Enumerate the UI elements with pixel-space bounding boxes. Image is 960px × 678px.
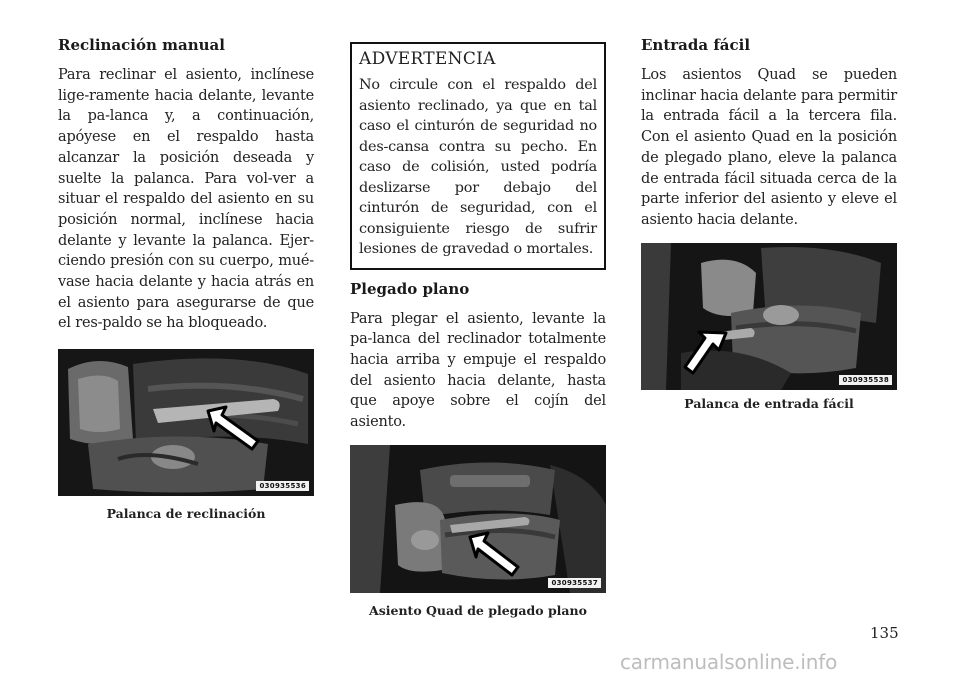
seat-fold-flat-illustration <box>350 445 606 593</box>
paragraph-plegado: Para plegar el asiento, levante la pa-lanca del reclinador totalmente hacia arriba y empuje el respaldo del asiento hacia delante, hasta que apoye sobre el cojín del asiento. <box>350 310 606 431</box>
page-number: 135 <box>870 624 899 642</box>
figure-code: 030935536 <box>256 481 309 491</box>
seat-easy-entry-illustration <box>641 243 897 390</box>
caption-asiento-quad: Asiento Quad de plegado plano <box>369 602 587 618</box>
warning-box <box>350 42 606 270</box>
watermark: carmanualsonline.info <box>620 650 838 674</box>
heading-entrada-facil: Entrada fácil <box>641 36 751 54</box>
photo-easy-entry-lever <box>641 243 897 390</box>
column-left <box>58 34 314 522</box>
photo-fold-flat-seat <box>350 445 606 593</box>
column-right <box>641 34 897 412</box>
warning-title: ADVERTENCIA <box>359 49 496 69</box>
photo-recline-lever <box>58 349 314 496</box>
paragraph-entrada: Los asientos Quad se pueden inclinar hacia delante para permitir la entrada fácil a la tercera fila. Con el asiento Quad en la posición de plegado plano, eleve la palanca de entrada fácil situada cerca de la parte inferior del asiento y eleve el asiento hacia delante. <box>641 67 897 228</box>
figure-code: 030935537 <box>548 578 601 588</box>
column-middle <box>350 38 606 619</box>
heading-plegado-plano: Plegado plano <box>350 279 470 298</box>
seat-recline-illustration <box>58 349 314 496</box>
figure-code: 030935538 <box>839 375 892 385</box>
caption-palanca-entrada-facil: Palanca de entrada fácil <box>684 395 854 411</box>
paragraph-reclinacion: Para reclinar el asiento, inclínese lige-ramente hacia delante, levante la pa-lanca y, a continuación, apóyese en el respaldo hasta alcanzar la posición deseada y suelte la palanca. Para vol-ver a situar el respaldo del asiento en su posición normal, inclínese hacia delante y levante la palanca. Ejer-ciendo presión con su cuerpo, mué-vase hacia delante y hacia atrás en el asiento para asegurarse de que el res-paldo se ha bloqueado. <box>58 67 314 332</box>
warning-body: No circule con el respaldo del asiento reclinado, ya que en tal caso el cinturón de seguridad no des-cansa contra su pecho. En caso de colisión, usted podría deslizarse por debajo del cinturón de seguridad, con el consiguiente riesgo de sufrir lesiones de gravedad o mortales. <box>359 77 597 257</box>
caption-palanca-reclinacion: Palanca de reclinación <box>106 506 266 522</box>
heading-reclinacion-manual: Reclinación manual <box>58 36 225 54</box>
